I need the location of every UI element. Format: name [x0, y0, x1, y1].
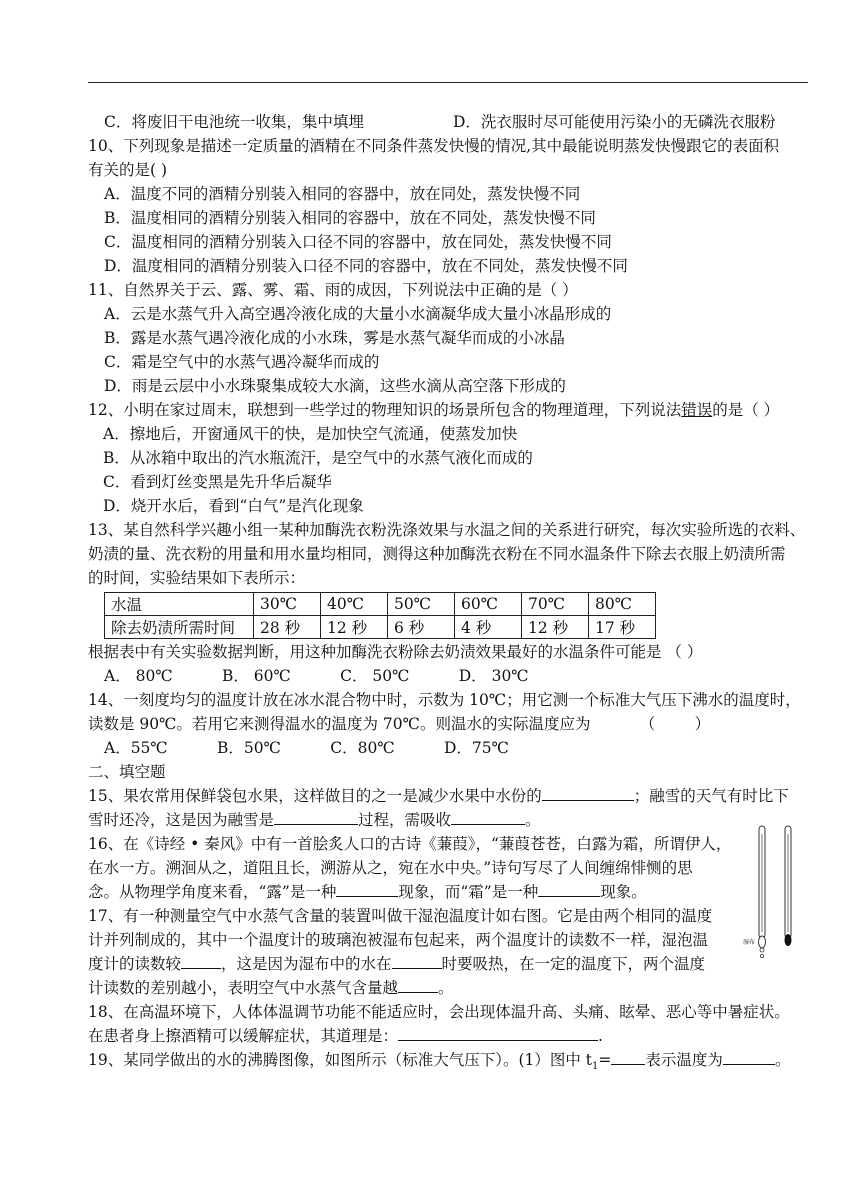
q15-line-2: 雪时还冷，这是因为融雪是 过程，需吸收 。	[88, 811, 541, 829]
q10-option-a: A．温度不同的酒精分别装入相同的容器中，放在同处，蒸发快慢不同	[104, 185, 581, 203]
table-cell: 40℃	[321, 593, 388, 616]
q13-options: A． 80℃ B． 60℃ C． 50℃ D． 30℃	[104, 667, 529, 685]
table-cell: 12 秒	[321, 616, 388, 639]
q10-stem-cont: 有关的是( )	[88, 161, 168, 179]
header-rule	[88, 82, 808, 83]
q9-option-c: C．将废旧干电池统一收集，集中填埋	[104, 113, 364, 131]
table-cell: 70℃	[522, 593, 589, 616]
q14-options: A．55℃ B．50℃ C．80℃ D．75℃	[104, 739, 509, 757]
q9-option-d: D．洗衣服时尽可能使用污染小的无磷洗衣服粉	[453, 113, 776, 131]
q13-stem-3: 的时间，实验结果如下表所示：	[88, 569, 306, 587]
q11-option-b: B．露是水蒸气遇冷液化成的小水珠，雾是水蒸气凝华而成的小冰晶	[104, 329, 565, 347]
table-cell: 30℃	[254, 593, 321, 616]
table-cell: 60℃	[455, 593, 522, 616]
q11-stem: 11、自然界关于云、露、雾、霜、雨的成因，下列说法中正确的是（ ）	[88, 281, 578, 299]
table-cell: 4 秒	[455, 616, 522, 639]
q19-line-1: 19、某同学做出的水的沸腾图像，如图所示（标准大气压下）。(1）图中 $t_1=$ 表示温度为 。	[88, 1051, 791, 1073]
q11-option-d: D．雨是云层中小水珠聚集成较大水滴，这些水滴从高空落下形成的	[104, 377, 566, 395]
q12-option-a: A．擦地后，开窗通风干的快，是加快空气流通，使蒸发加快	[103, 425, 518, 443]
q17-line-3: 度计的读数较 ，这是因为湿布中的水在 时要吸热，在一定的温度下，两个温度	[88, 955, 706, 973]
q18-line-2: 在患者身上擦酒精可以缓解症状，其道理是： .	[88, 1027, 603, 1045]
q17-line-1: 17、有一种测量空气中水蒸气含量的装置叫做干湿泡温度计如右图。它是由两个相同的温度	[88, 907, 713, 925]
q11-option-a: A．云是水蒸气升入高空遇冷液化成的大量小水滴凝华成大量小冰晶形成的	[104, 305, 612, 323]
q10-option-d: D．温度相同的酒精分别装入口径不同的容器中，放在不同处，蒸发快慢不同	[104, 257, 628, 275]
table-row	[105, 616, 656, 639]
q13-stem-2: 奶渍的量、洗衣粉的用量和用水量均相同，测得这种加酶洗衣粉在不同水温条件下除去衣服上奶渍所需	[88, 545, 786, 563]
q12-option-c: C．看到灯丝变黑是先升华后凝华	[103, 473, 332, 491]
q12-stem: 12、小明在家过周末，联想到一些学过的物理知识的场景所包含的物理道理，下列说法错误的是（ ）	[88, 401, 780, 419]
table-cell: 50℃	[388, 593, 455, 616]
section-title-fill-in: 二、填空题	[88, 763, 166, 781]
table-cell: 28 秒	[254, 616, 321, 639]
q11-option-c: C．霜是空气中的水蒸气遇冷凝华而成的	[104, 353, 380, 371]
table-cell: 17 秒	[589, 616, 656, 639]
q14-stem: 14、一刻度均匀的温度计放在冰水混合物中时，示数为 10℃；用它测一个标准大气压下沸水的温度时，	[88, 691, 801, 709]
q10-stem: 10、下列现象是描述一定质量的酒精在不同条件蒸发快慢的情况,其中最能说明蒸发快慢跟它的表面积	[88, 137, 780, 155]
table-cell: 水温	[105, 593, 254, 616]
wet-cloth-label: 湿布	[743, 939, 756, 946]
table-cell: 除去奶渍所需时间	[105, 616, 254, 639]
q12-option-d: D．烧开水后，看到“白气”是汽化现象	[103, 497, 364, 515]
q13-stem: 13、某自然科学兴趣小组一某种加酶洗衣粉洗涤效果与水温之间的关系进行研究，每次实验所选的衣料、	[88, 521, 806, 539]
table-cell: 6 秒	[388, 616, 455, 639]
q16-line-3: 念。从物理学角度来看，“露”是一种 现象，而“霜”是一种 现象。	[88, 883, 647, 901]
table-cell: 12 秒	[522, 616, 589, 639]
table-row	[105, 593, 656, 616]
q10-option-c: C．温度相同的酒精分别装入口径不同的容器中，放在同处，蒸发快慢不同	[104, 233, 612, 251]
q17-line-2: 计并列制成的，其中一个温度计的玻璃泡被湿布包起来，两个温度计的读数不一样，湿泡温	[88, 931, 709, 949]
q16-line-2: 在水一方。溯洄从之，道阻且长，溯游从之，宛在水中央。”诗句写尽了人间缠绵悱恻的思	[88, 859, 693, 877]
q16-line-1: 16、在《诗经 • 秦风》中有一首脍炙人口的古诗《蒹葭》，“蒹葭苍苍，白露为霜，所谓伊人，	[88, 835, 732, 853]
q10-option-b: B．温度相同的酒精分别装入相同的容器中，放在不同处，蒸发快慢不同	[104, 209, 596, 227]
table-cell: 80℃	[589, 593, 656, 616]
q13-question: 根据表中有关实验数据判断，用这种加酶洗衣粉除去奶渍效果最好的水温条件可能是 （ ）	[88, 643, 703, 661]
q17-line-4: 计读数的差别越小，表明空气中水蒸气含量越 。	[88, 979, 454, 997]
q14-stem-2: 读数是 90℃。若用它来测得温水的温度为 70℃。则温水的实际温度应为 （ ）	[88, 715, 711, 733]
q15-line-1: 15、果农常用保鲜袋包水果，这样做目的之一是减少水果中水份的 ；融雪的天气有时比下	[88, 787, 789, 805]
wet-dry-bulb-thermometer-figure	[745, 824, 805, 964]
q18-line-1: 18、在高温环境下，人体体温调节功能不能适应时，会出现体温升高、头痛、眩晕、恶心等中暑症状。	[88, 1003, 790, 1021]
q12-option-b: B．从冰箱中取出的汽水瓶流汗，是空气中的水蒸气液化而成的	[103, 449, 533, 467]
results-table	[104, 592, 656, 639]
